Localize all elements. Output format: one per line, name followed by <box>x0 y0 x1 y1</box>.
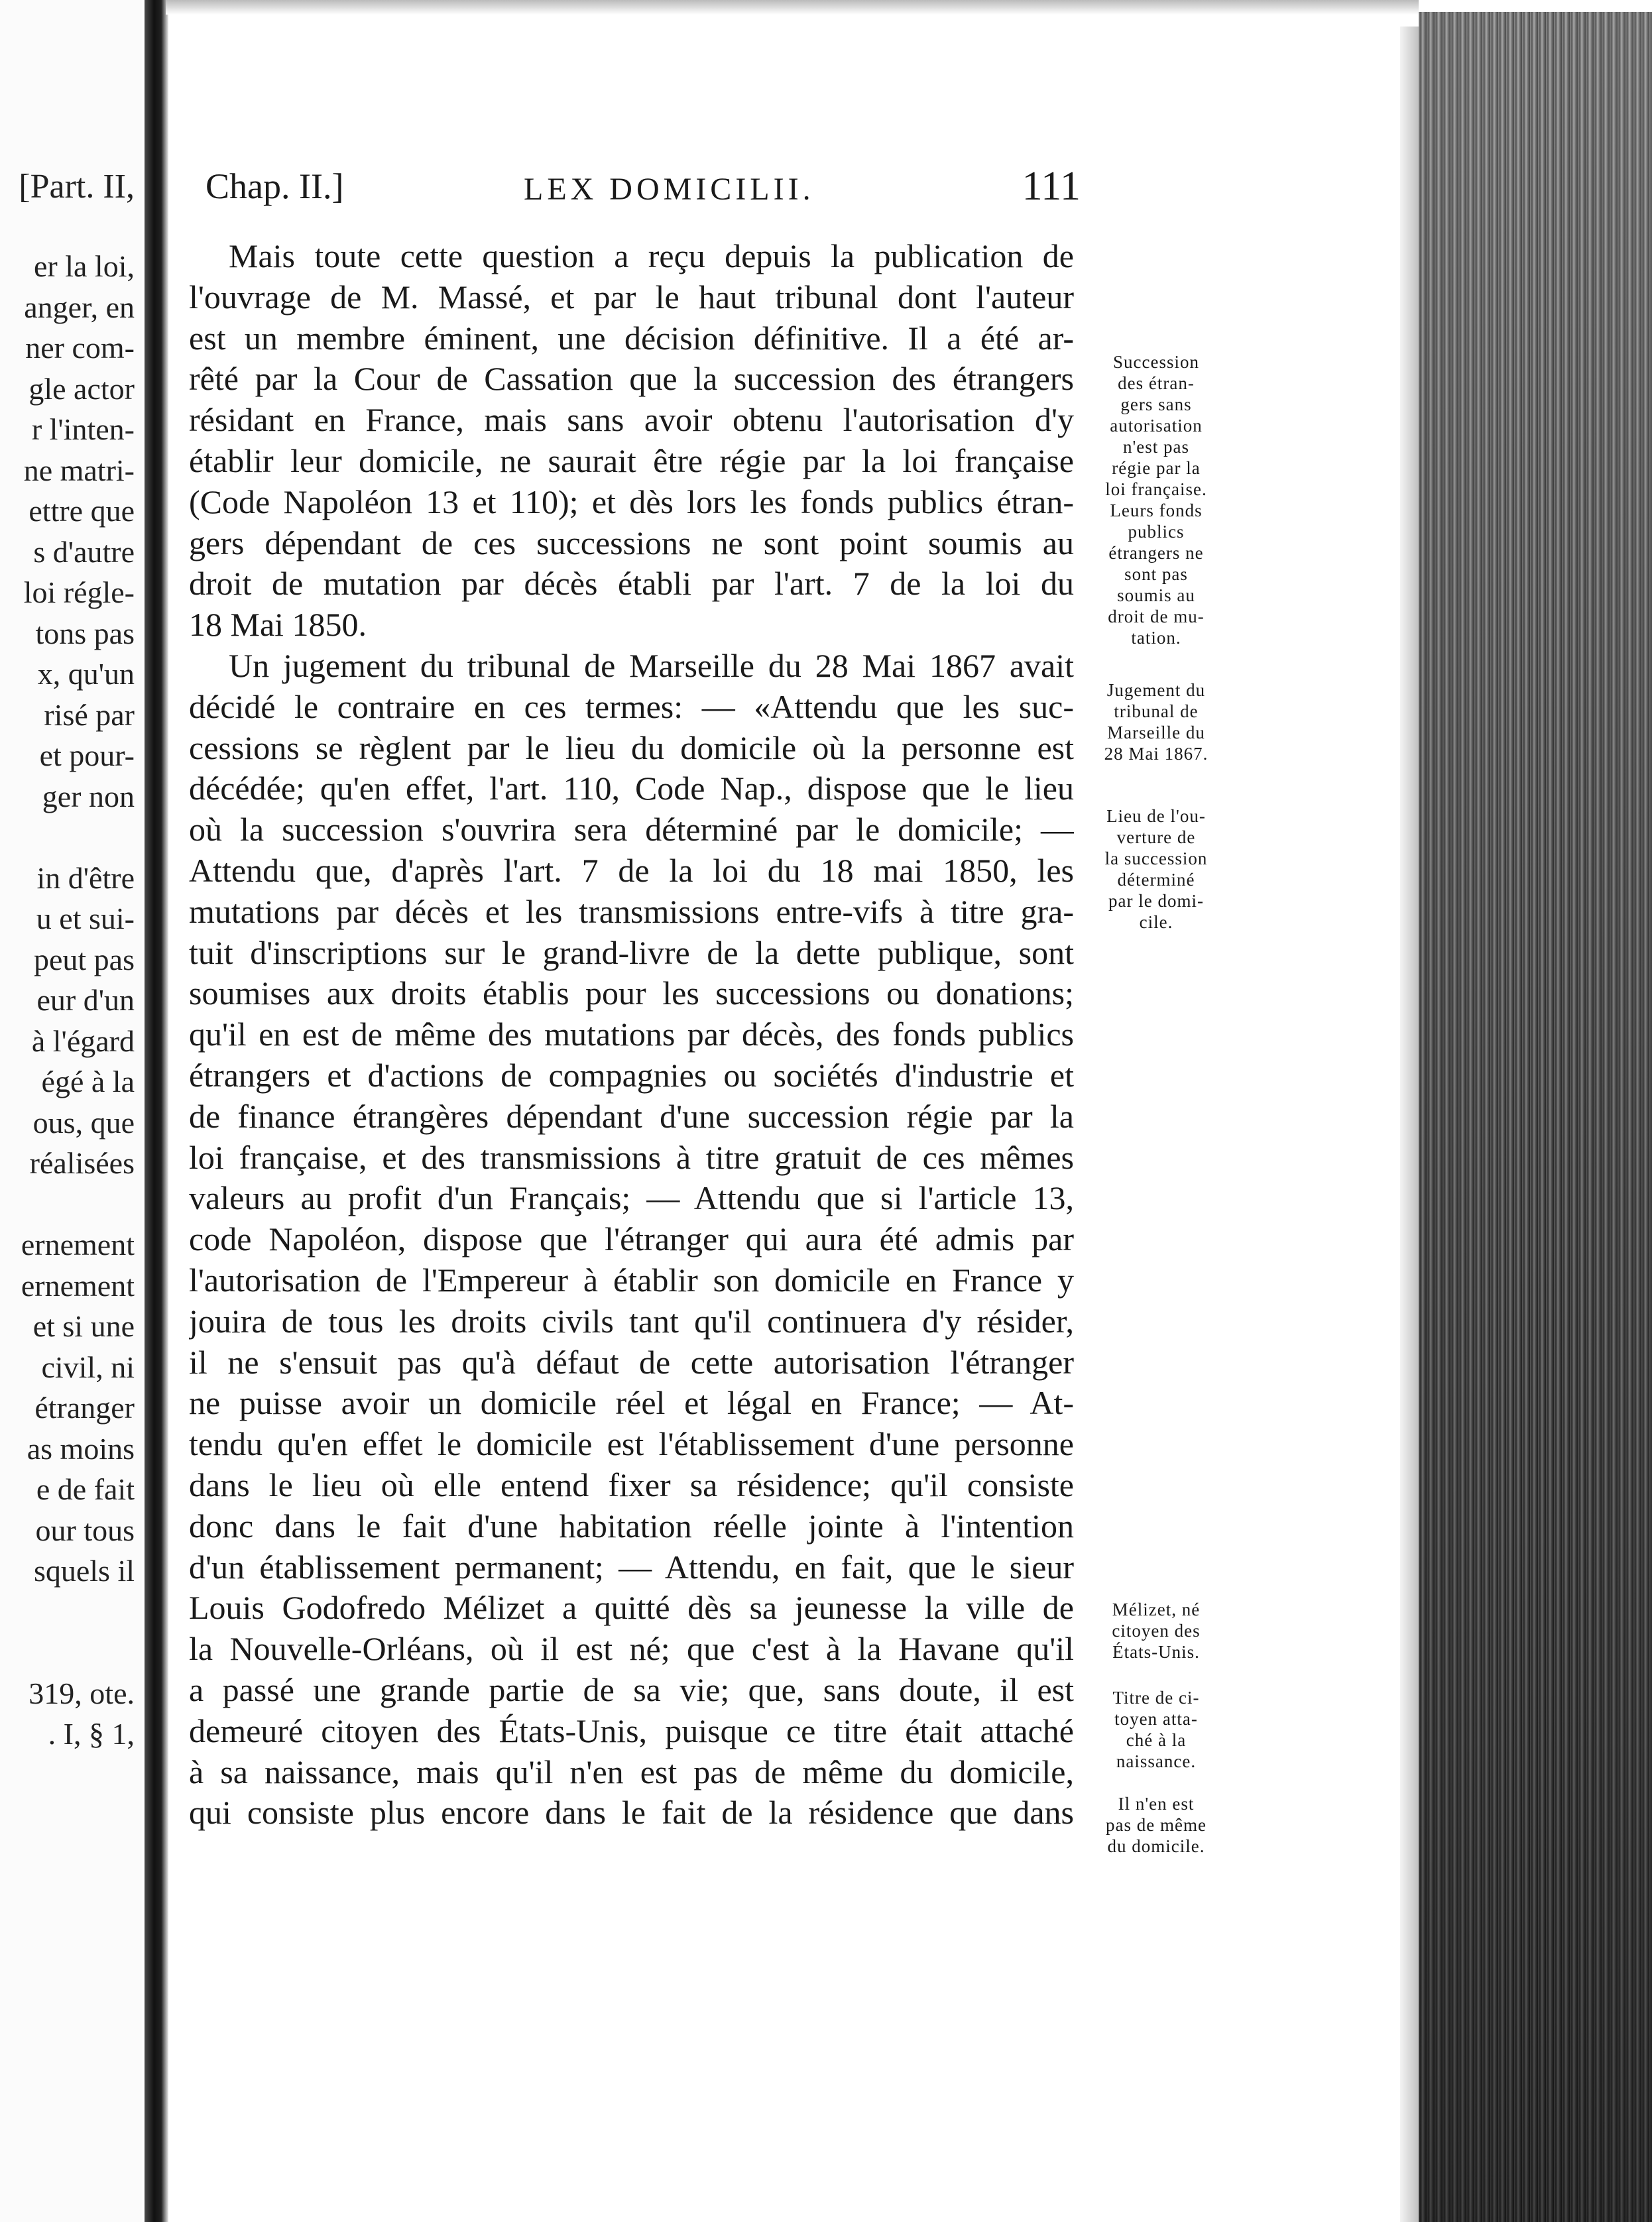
facing-page <box>0 0 143 2222</box>
margin-note-line: la succession <box>1104 848 1208 868</box>
facing-page-line: ernement <box>21 1268 135 1303</box>
margin-note-line: tation. <box>1131 628 1181 648</box>
margin-note <box>1079 1687 1233 1772</box>
facing-page-line: peut pas <box>33 942 135 976</box>
margin-note-line: Lieu de l'ou- <box>1106 806 1206 826</box>
facing-page-line: eur d'un <box>36 983 135 1017</box>
margin-note-line: Titre de ci- <box>1112 1688 1200 1708</box>
body-line: (Code Napoléon 13 et 110); et dès lors les fonds publics étran- <box>189 483 1074 520</box>
body-line: code Napoléon, dispose que l'étranger qui aura été admis par <box>189 1220 1074 1258</box>
margin-note-line: naissance. <box>1116 1751 1197 1771</box>
margin-note-line: verture de <box>1116 827 1196 847</box>
facing-page-line: étranger <box>34 1391 135 1425</box>
facing-page-line: ne matri- <box>23 453 135 487</box>
facing-page-line: réalisées <box>29 1146 135 1180</box>
facing-page-line: gle actor <box>29 371 135 406</box>
book-fore-edge <box>1419 12 1652 2222</box>
margin-note-line: gers sans <box>1120 394 1192 414</box>
body-line: résidant en France, mais sans avoir obtenu l'autorisation d'y <box>189 401 1074 439</box>
margin-note <box>1079 679 1233 764</box>
margin-note-line: publics <box>1128 522 1185 542</box>
body-line: loi française, et des transmissions à titre gratuit de ces mêmes <box>189 1138 1074 1176</box>
margin-note-line: par le domi- <box>1108 891 1204 911</box>
margin-note-line: déterminé <box>1117 870 1195 890</box>
running-header <box>206 163 1081 216</box>
facing-page-line: as moins <box>27 1431 135 1466</box>
margin-note <box>1079 1793 1233 1857</box>
margin-note-line: soumis au <box>1117 585 1195 605</box>
body-line: où la succession s'ouvrira sera déterminé par le domicile; — <box>189 811 1074 848</box>
margin-note <box>1079 805 1233 933</box>
facing-page-line: 319, ote. <box>29 1676 135 1710</box>
book-gutter <box>145 0 168 2222</box>
body-line: tendu qu'en effet le domicile est l'établissement d'une personne <box>189 1425 1074 1463</box>
margin-note <box>1079 1599 1233 1663</box>
body-line: 18 Mai 1850. <box>189 606 367 644</box>
facing-page-line: . I, § 1, <box>48 1717 135 1751</box>
body-line: gers dépendant de ces successions ne sont point soumis au <box>189 524 1074 561</box>
facing-page-line: ner com- <box>25 331 135 365</box>
margin-note-line: des étran- <box>1118 373 1195 393</box>
body-line: dans le lieu où elle entend fixer sa résidence; qu'il consiste <box>189 1466 1074 1503</box>
margin-note-line: régie par la <box>1112 458 1201 478</box>
chapter-label: Chap. II.] <box>206 166 344 206</box>
margin-note <box>1079 351 1233 648</box>
facing-page-line: in d'être <box>36 860 135 895</box>
facing-page-line: squels il <box>33 1554 135 1588</box>
margin-note-line: du domicile. <box>1107 1836 1205 1856</box>
facing-page-line: civil, ni <box>41 1350 135 1384</box>
facing-page-header: [Part. II, <box>19 168 135 205</box>
margin-note-line: loi française. <box>1105 479 1207 499</box>
margin-note-line: Marseille du <box>1107 723 1205 742</box>
body-line: droit de mutation par décès établi par l'art. 7 de la loi du <box>189 565 1074 603</box>
margin-note-line: n'est pas <box>1122 437 1190 457</box>
facing-page-line: anger, en <box>24 290 135 324</box>
facing-page-line: r l'inten- <box>31 412 135 446</box>
body-line: à sa naissance, mais qu'il n'en est pas de même du domicile, <box>189 1753 1074 1790</box>
facing-page-line: et pour- <box>39 738 135 772</box>
body-line: Louis Godofredo Mélizet a quitté dès sa jeunesse la ville de <box>189 1589 1074 1627</box>
body-line: tuit d'inscriptions sur le grand-livre de la dette publique, sont <box>189 933 1074 971</box>
body-line: qu'il en est de même des mutations par décès, des fonds publics <box>189 1016 1074 1053</box>
running-title: LEX DOMICILII. <box>524 172 815 207</box>
facing-page-line: tons pas <box>35 616 135 650</box>
facing-page-line: u et sui- <box>36 902 135 935</box>
margin-note-line: toyen atta- <box>1114 1709 1198 1729</box>
margin-note-line: Il n'en est <box>1118 1794 1195 1814</box>
body-line: la Nouvelle-Orléans, où il est né; que c'est à la Havane qu'il <box>189 1630 1074 1668</box>
facing-page-line: et si une <box>32 1309 135 1343</box>
margin-note-line: États-Unis. <box>1112 1642 1200 1662</box>
body-line: d'un établissement permanent; — Attendu, en fait, que le sieur <box>189 1548 1074 1586</box>
facing-page-line: x, qu'un <box>37 657 135 691</box>
body-line: donc dans le fait d'une habitation réelle jointe à l'intention <box>189 1507 1074 1545</box>
body-line: soumises aux droits établis pour les successions ou donations; <box>189 974 1074 1012</box>
body-line: valeurs au profit d'un Français; — Attendu que si l'article 13, <box>189 1179 1074 1217</box>
facing-page-line: e de fait <box>36 1472 135 1506</box>
body-line: rêté par la Cour de Cassation que la succession des étrangers <box>189 360 1074 398</box>
margin-note-line: Leurs fonds <box>1110 500 1203 520</box>
page-edge-shadow <box>1400 27 1420 2222</box>
facing-page-line: ger non <box>42 779 135 813</box>
body-line: de finance étrangères dépendant d'une succession régie par la <box>189 1097 1074 1135</box>
facing-page-line: loi régle- <box>23 575 135 609</box>
body-line: décédée; qu'en effet, l'art. 110, Code Nap., dispose que le lieu <box>189 770 1074 807</box>
body-line: jouira de tous les droits civils tant qu'il continuera d'y résider, <box>189 1302 1074 1340</box>
body-line: il ne s'ensuit pas qu'à défaut de cette autorisation l'étranger <box>189 1343 1074 1381</box>
margin-note-line: ché à la <box>1126 1730 1187 1750</box>
body-line: qui consiste plus encore dans le fait de la résidence que dans <box>189 1794 1074 1832</box>
margin-note-line: cile. <box>1139 912 1173 932</box>
body-line: ne puisse avoir un domicile réel et légal en France; — At- <box>189 1384 1074 1422</box>
body-line: Mais toute cette question a reçu depuis la publication de <box>229 237 1074 274</box>
body-line: est un membre éminent, une décision définitive. Il a été ar- <box>189 319 1074 357</box>
margin-note-line: Mélizet, né <box>1112 1600 1201 1619</box>
page-top-edge <box>166 0 1419 15</box>
body-line: mutations par décès et les transmissions entre-vifs à titre gra- <box>189 892 1074 930</box>
margin-note-line: sont pas <box>1124 564 1188 584</box>
page-number: 111 <box>1022 164 1081 209</box>
margin-note-line: autorisation <box>1110 416 1203 436</box>
facing-page-line: ernement <box>21 1228 135 1261</box>
margin-note-line: droit de mu- <box>1108 607 1205 626</box>
margin-note-line: tribunal de <box>1114 701 1199 721</box>
facing-page-line: s d'autre <box>33 534 135 569</box>
body-line: Un jugement du tribunal de Marseille du 28 Mai 1867 avait <box>229 647 1074 684</box>
margin-note-line: 28 Mai 1867. <box>1104 744 1209 764</box>
margin-note-line: étrangers ne <box>1108 543 1204 563</box>
facing-page-line: ettre que <box>29 494 135 528</box>
body-line: a passé une grande partie de sa vie; que, sans doute, il est <box>189 1671 1074 1708</box>
facing-page-line: ous, que <box>32 1105 135 1140</box>
facing-page-line: er la loi, <box>34 249 135 283</box>
body-line: demeuré citoyen des États-Unis, puisque ce titre était attaché <box>189 1712 1074 1749</box>
body-line: l'ouvrage de M. Massé, et par le haut tribunal dont l'auteur <box>189 278 1074 316</box>
body-line: l'autorisation de l'Empereur à établir son domicile en France y <box>189 1261 1074 1299</box>
facing-page-line: à l'égard <box>31 1023 135 1058</box>
facing-page-line: risé par <box>44 697 135 732</box>
body-line: établir leur domicile, ne saurait être régie par la loi française <box>189 442 1074 479</box>
body-line: décidé le contraire en ces termes: — «Attendu que les suc- <box>189 687 1074 725</box>
margin-note-line: citoyen des <box>1112 1621 1201 1641</box>
facing-page-line: égé à la <box>41 1065 135 1098</box>
margin-note-line: Succession <box>1113 352 1199 372</box>
body-line: cessions se règlent par le lieu du domicile où la personne est <box>189 729 1074 766</box>
margin-note-line: pas de même <box>1106 1815 1207 1835</box>
body-line: Attendu que, d'après l'art. 7 de la loi du 18 mai 1850, les <box>189 852 1074 889</box>
body-line: étrangers et d'actions de compagnies ou sociétés d'industrie et <box>189 1057 1074 1094</box>
margin-note-line: Jugement du <box>1106 680 1206 700</box>
facing-page-line: our tous <box>35 1513 135 1547</box>
